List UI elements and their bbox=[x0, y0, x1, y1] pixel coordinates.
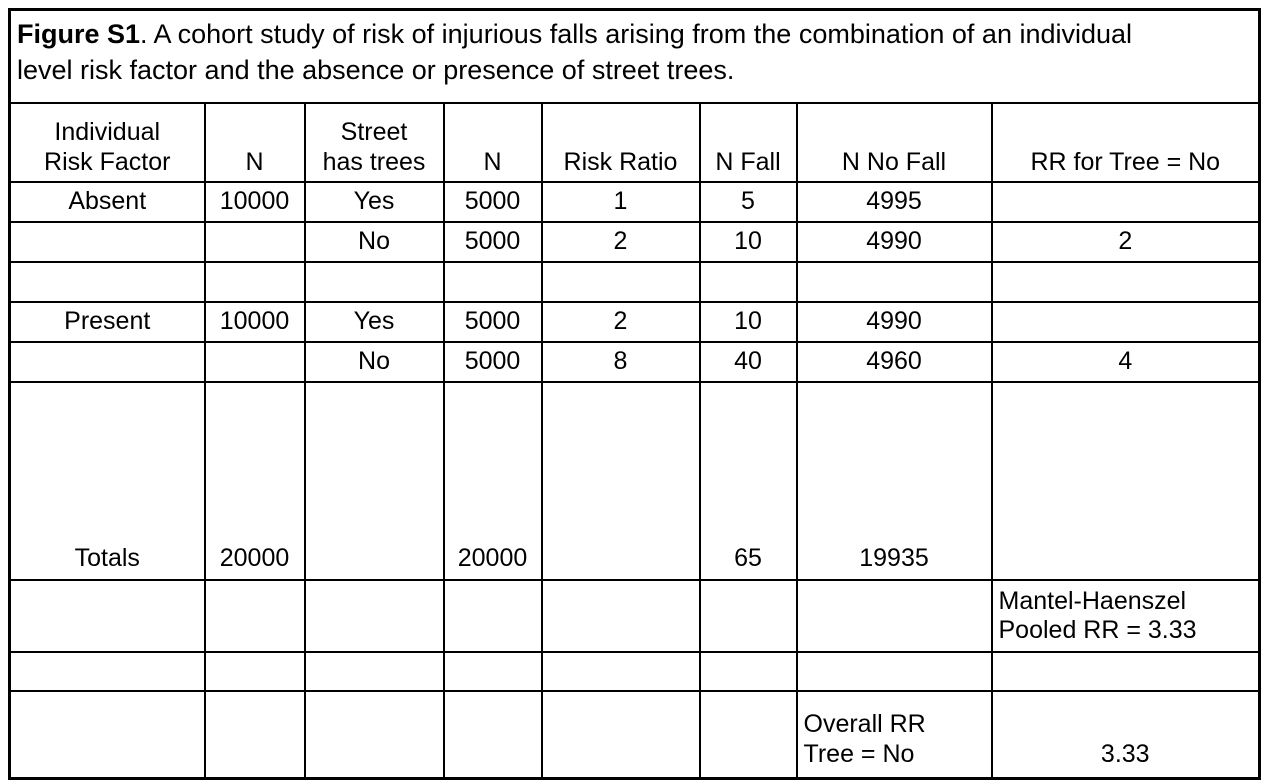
figure-caption-text-line2: level risk factor and the absence or presence of street trees. bbox=[17, 55, 735, 86]
cell-risk-factor bbox=[10, 222, 205, 262]
cell-n: 10000 bbox=[205, 182, 305, 222]
mantel-haenszel-line2: Pooled RR = 3.33 bbox=[998, 616, 1197, 644]
overall-rr-value-cell: 3.33 bbox=[992, 691, 1260, 779]
column-header-rr-for-tree-no bbox=[992, 103, 1260, 182]
empty-cell bbox=[992, 262, 1260, 302]
header-line: RR for Tree = No bbox=[1030, 147, 1221, 176]
empty-cell bbox=[205, 652, 305, 691]
empty-cell bbox=[542, 382, 700, 580]
empty-cell bbox=[10, 262, 205, 302]
header-line: N bbox=[483, 147, 502, 176]
empty-cell bbox=[542, 691, 700, 779]
cell-risk-factor bbox=[10, 342, 205, 382]
table-row-absent-no bbox=[10, 222, 1260, 262]
empty-cell bbox=[205, 262, 305, 302]
empty-cell bbox=[444, 652, 542, 691]
empty-cell bbox=[797, 262, 992, 302]
cell-n-fall: 40 bbox=[700, 342, 797, 382]
empty-cell bbox=[992, 652, 1260, 691]
empty-cell bbox=[444, 262, 542, 302]
empty-cell bbox=[305, 382, 444, 580]
cell-risk-factor: Absent bbox=[10, 182, 205, 222]
empty-cell bbox=[10, 580, 205, 652]
cell-rr-tree-no: 2 bbox=[992, 222, 1260, 262]
overall-rr-label-cell bbox=[797, 691, 992, 779]
figure-caption-text-line1: . A cohort study of risk of injurious falls arising from the combination of an individual bbox=[140, 19, 1133, 49]
empty-cell bbox=[444, 691, 542, 779]
cell-trees: No bbox=[305, 342, 444, 382]
cell-totals-n-fall: 65 bbox=[700, 382, 797, 580]
header-line: N Fall bbox=[715, 147, 781, 176]
cell-risk-ratio: 2 bbox=[542, 222, 700, 262]
header-line: Risk Factor bbox=[44, 147, 171, 176]
empty-cell bbox=[305, 262, 444, 302]
column-header-individual-risk-factor bbox=[10, 103, 205, 182]
column-header-risk-ratio bbox=[542, 103, 700, 182]
figure-caption bbox=[10, 10, 1260, 104]
cell-n-fall: 10 bbox=[700, 222, 797, 262]
figure-caption-row bbox=[10, 10, 1260, 104]
column-header-n-individual bbox=[205, 103, 305, 182]
cell-rr-tree-no bbox=[992, 182, 1260, 222]
cell-n-stratum: 5000 bbox=[444, 302, 542, 342]
empty-cell bbox=[10, 691, 205, 779]
empty-cell bbox=[700, 262, 797, 302]
cell-totals-n-stratum: 20000 bbox=[444, 382, 542, 580]
empty-cell bbox=[305, 580, 444, 652]
cell-risk-ratio: 1 bbox=[542, 182, 700, 222]
table-row-overall-rr bbox=[10, 691, 1260, 779]
header-line: N No Fall bbox=[841, 147, 947, 176]
cell-n: 10000 bbox=[205, 302, 305, 342]
table-header-row bbox=[10, 103, 1260, 182]
empty-cell bbox=[992, 382, 1260, 580]
figure-s1-table bbox=[8, 8, 1261, 780]
cell-totals-label: Totals bbox=[10, 382, 205, 580]
overall-rr-label-line1: Overall RR bbox=[803, 710, 926, 738]
header-line: has trees bbox=[322, 147, 426, 176]
header-line: Risk Ratio bbox=[563, 147, 678, 176]
cell-n-fall: 10 bbox=[700, 302, 797, 342]
cell-risk-ratio: 2 bbox=[542, 302, 700, 342]
empty-cell bbox=[444, 580, 542, 652]
cell-trees: No bbox=[305, 222, 444, 262]
empty-cell bbox=[10, 652, 205, 691]
empty-cell bbox=[305, 652, 444, 691]
cell-n-fall: 5 bbox=[700, 182, 797, 222]
table-row-absent-yes bbox=[10, 182, 1260, 222]
header-line: N bbox=[245, 147, 264, 176]
column-header-n-fall bbox=[700, 103, 797, 182]
table-row-totals bbox=[10, 382, 1260, 580]
column-header-n-trees bbox=[444, 103, 542, 182]
empty-cell bbox=[700, 652, 797, 691]
header-line: Individual bbox=[54, 118, 161, 146]
empty-cell bbox=[205, 580, 305, 652]
mantel-haenszel-line1: Mantel-Haenszel bbox=[998, 586, 1187, 615]
cell-trees: Yes bbox=[305, 302, 444, 342]
empty-cell bbox=[542, 262, 700, 302]
cell-n-stratum: 5000 bbox=[444, 222, 542, 262]
empty-cell bbox=[542, 652, 700, 691]
table-row-spacer bbox=[10, 262, 1260, 302]
column-header-street-has-trees bbox=[305, 103, 444, 182]
empty-cell bbox=[797, 580, 992, 652]
cell-totals-n: 20000 bbox=[205, 382, 305, 580]
empty-cell bbox=[542, 580, 700, 652]
empty-cell bbox=[700, 691, 797, 779]
cell-n bbox=[205, 342, 305, 382]
cell-n-no-fall: 4990 bbox=[797, 302, 992, 342]
cell-n bbox=[205, 222, 305, 262]
empty-cell bbox=[797, 652, 992, 691]
cell-totals-n-no-fall: 19935 bbox=[797, 382, 992, 580]
cell-n-no-fall: 4990 bbox=[797, 222, 992, 262]
header-line: Street bbox=[340, 118, 408, 146]
overall-rr-label-line2: Tree = No bbox=[803, 739, 915, 768]
cell-n-no-fall: 4960 bbox=[797, 342, 992, 382]
empty-cell bbox=[305, 691, 444, 779]
table-row-spacer bbox=[10, 652, 1260, 691]
cell-n-no-fall: 4995 bbox=[797, 182, 992, 222]
empty-cell bbox=[700, 580, 797, 652]
mantel-haenszel-cell bbox=[992, 580, 1260, 652]
cell-n-stratum: 5000 bbox=[444, 342, 542, 382]
cell-risk-factor: Present bbox=[10, 302, 205, 342]
cell-rr-tree-no bbox=[992, 302, 1260, 342]
empty-cell bbox=[205, 691, 305, 779]
table-row-present-yes bbox=[10, 302, 1260, 342]
cell-risk-ratio: 8 bbox=[542, 342, 700, 382]
column-header-n-no-fall bbox=[797, 103, 992, 182]
table-row-mantel-haenszel bbox=[10, 580, 1260, 652]
figure-caption-label: Figure S1 bbox=[17, 19, 141, 49]
cell-rr-tree-no: 4 bbox=[992, 342, 1260, 382]
table-row-present-no bbox=[10, 342, 1260, 382]
cell-n-stratum: 5000 bbox=[444, 182, 542, 222]
cell-trees: Yes bbox=[305, 182, 444, 222]
